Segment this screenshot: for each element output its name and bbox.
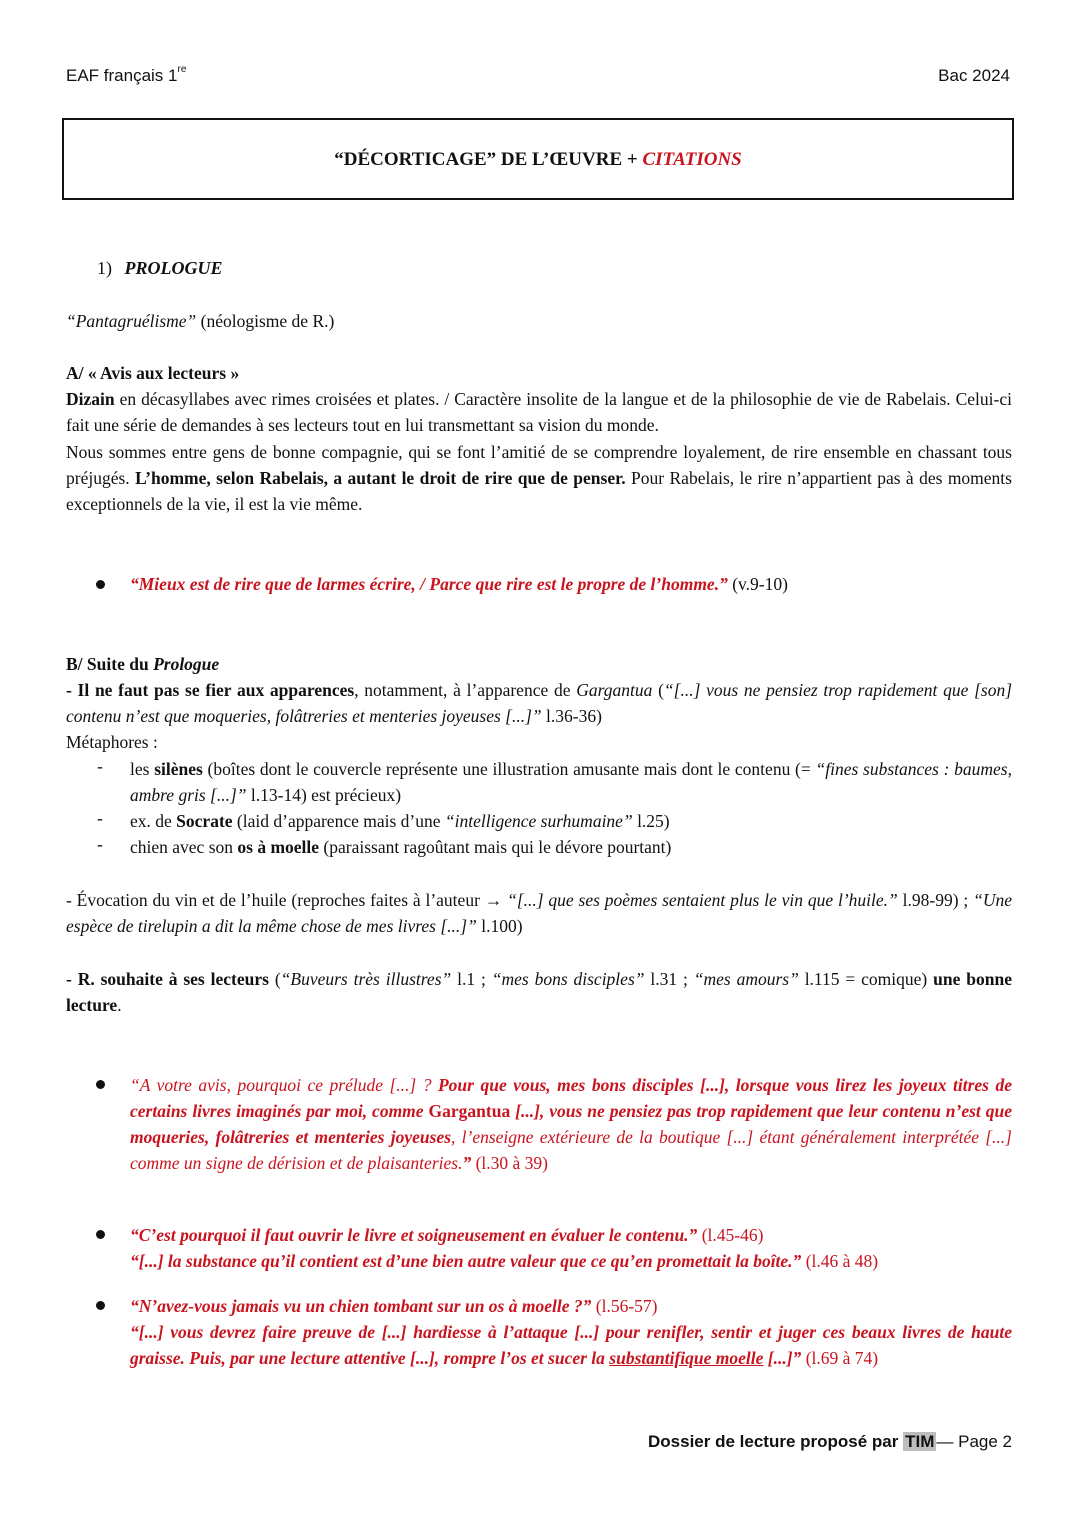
m2-bold: Socrate <box>176 811 233 831</box>
q1-bold-b: [...], vous ne pensiez pas trop rapidement que leur contenu n’est que moqueries, folâtreries et menteries joyeuses <box>130 1101 1012 1147</box>
title-accent: CITATIONS <box>642 149 742 170</box>
m2-b: (laid d’apparence mais d’une <box>232 811 445 831</box>
quote-block-1 <box>130 1072 1012 1176</box>
part-a-heading: A/ « Avis aux lecteurs » <box>66 363 240 383</box>
metaphor-chien <box>130 834 671 860</box>
p3-e: . <box>117 995 122 1015</box>
dizain-term: Dizain <box>66 389 115 409</box>
q3-ref1: (l.56-57) <box>591 1296 658 1316</box>
p2-q1: “[...] que ses poèmes sentaient plus le vin que l’huile.” <box>507 890 898 910</box>
q1-bold-a: Pour que vous, mes bons disciples [...], lorsque vous lirez les joyeux titres de certains livres imaginés par moi, comme <box>130 1075 1012 1121</box>
m3-a: chien avec son <box>130 837 238 857</box>
quote-block-2-line-2 <box>130 1248 878 1274</box>
m2-quote: “intelligence surhumaine” <box>444 811 633 831</box>
part-a-paragraph-1 <box>66 386 1012 438</box>
p3-b: l.1 ; <box>451 969 492 989</box>
course-label: EAF français 1 <box>66 66 178 85</box>
section-heading <box>97 255 223 281</box>
quote-ref: (v.9-10) <box>727 574 788 594</box>
apparences-claim: - Il ne faut pas se fier aux apparences <box>66 680 355 700</box>
part-b-paragraph-3 <box>66 966 1012 1018</box>
q3-underlined: substantifique moelle <box>609 1348 764 1368</box>
q3-line1: “N’avez-vous jamais vu un chien tombant sur un os à moelle ?” <box>130 1296 592 1316</box>
course-label-sup: re <box>177 64 187 75</box>
m2-a: ex. de <box>130 811 177 831</box>
quote-text: “Mieux est de rire que de larmes écrire, / Parce que rire est le propre de l’homme.” <box>130 574 728 594</box>
pantagruelisme-line <box>66 308 334 334</box>
quote-block-3-line-1 <box>130 1293 657 1319</box>
p3-a: ( <box>268 969 281 989</box>
part-a-p2-start: Nous sommes entre gens de bonne compagnie, qui se font l’amitié de se comprendre loyalement, de rire ensemble en chassant tous préjugés. <box>66 442 1012 488</box>
title-box <box>62 118 1014 200</box>
m1-bold: silènes <box>154 759 203 779</box>
p1-text-b: ( <box>652 680 664 700</box>
quote-block-3-line-2 <box>130 1319 1012 1371</box>
q2-ref2: (l.46 à 48) <box>801 1251 879 1271</box>
part-b-paragraph-1 <box>66 677 1012 729</box>
metaphores-label: Métaphores : <box>66 732 158 752</box>
section-title: PROLOGUE <box>124 258 223 278</box>
p2-a: - Évocation du vin et de l’huile (reproches faites à l’auteur → <box>66 890 508 910</box>
page-title <box>64 149 1012 171</box>
dash-marker: - <box>97 808 103 828</box>
p3-q2: “mes bons disciples” <box>491 969 645 989</box>
book-title: Gargantua <box>576 680 653 700</box>
q3-ref2: (l.69 à 74) <box>801 1348 879 1368</box>
p1-ref: l.36-36) <box>541 706 602 726</box>
q2-line1: “C’est pourquoi il faut ouvrir le livre et soigneusement en évaluer le contenu.” <box>130 1225 698 1245</box>
p2-b: l.98-99) ; <box>897 890 974 910</box>
part-a-p1-text: en décasyllabes avec rimes croisées et plates. / Caractère insolite de la langue et de la philosophie de vie de Rabelais. Celui-ci fait une série de demandes à ses lecteurs tout en lui transmettant sa vision du monde. <box>66 389 1012 435</box>
bullet-point <box>96 1230 105 1239</box>
dash-marker: - <box>97 834 103 854</box>
p3-c: l.31 ; <box>644 969 694 989</box>
m1-c: l.13-14) est précieux) <box>246 785 402 805</box>
p3-q1: “Buveurs très illustres” <box>280 969 452 989</box>
q1-ref: (l.30 à 39) <box>471 1153 548 1173</box>
p3-d: l.115 = comique) <box>798 969 934 989</box>
p2-q2: “Une espèce de tirelupin a dit la même chose de mes livres [...]” <box>66 890 1012 936</box>
q1-bold-title: Gargantua <box>428 1101 511 1121</box>
q3-line2-a: “[...] vous devrez faire preuve de [...] hardiesse à l’attaque [...] pour renifler, sentir et juger ces beaux livres de haute graisse. Puis, par une lecture attentive [...], rompre l’os et sucer la <box>130 1322 1012 1368</box>
m1-quote: “fines substances : baumes, ambre gris [...]” <box>130 759 1012 805</box>
m1-b: (boîtes dont le couvercle représente une illustration amusante mais dont le contenu (= <box>202 759 816 779</box>
part-a-p2-bold: L’homme, selon Rabelais, a autant le droit de rire que de penser. <box>135 468 626 488</box>
p2-c: l.100) <box>476 916 523 936</box>
footer-page: — Page 2 <box>936 1432 1012 1451</box>
dash-marker: - <box>97 756 103 776</box>
title-main: “DÉCORTICAGE” DE L’ŒUVRE + <box>334 149 643 170</box>
m3-b: (paraissant ragoûtant mais qui le dévore pourtant) <box>319 837 672 857</box>
footer <box>648 1432 1012 1452</box>
part-b-heading-b: Prologue <box>153 654 220 674</box>
q2-ref1: (l.45-46) <box>697 1225 764 1245</box>
footer-author: TIM <box>905 1432 935 1451</box>
part-b-heading-a: B/ Suite du <box>66 654 154 674</box>
footer-prefix: Dossier de lecture proposé par <box>648 1432 904 1451</box>
p1-quote: “[...] vous ne pensiez trop rapidement que [son] contenu n’est que moqueries, folâtreries et menteries joyeuses [...]” <box>66 680 1012 726</box>
quote-block-2-line-1 <box>130 1222 763 1248</box>
bullet-point <box>96 1080 105 1089</box>
q1-b: , l’enseigne extérieure de la boutique [...] étant généralement interprétée [...] comme un signe de dérision et de plaisanteries. <box>130 1127 1012 1173</box>
pantagruelisme-note: (néologisme de R.) <box>196 311 335 331</box>
part-b-heading <box>66 651 219 677</box>
p3-bold1: - R. souhaite à ses lecteurs <box>66 969 269 989</box>
metaphor-socrate <box>130 808 670 834</box>
m1-a: les <box>130 759 155 779</box>
metaphor-silenes <box>130 756 1012 808</box>
part-b-paragraph-2 <box>66 887 1012 939</box>
m3-bold: os à moelle <box>237 837 320 857</box>
header-right: Bac 2024 <box>938 66 1010 85</box>
p3-bold2: une bonne lecture <box>66 969 1012 1015</box>
m2-c: l.25) <box>632 811 670 831</box>
part-a-quote <box>130 571 788 597</box>
pantagruelisme-term: “Pantagruélisme” <box>66 311 197 331</box>
q2-line2: “[...] la substance qu’il contient est d’une bien autre valeur que ce qu’en promettait la boîte.” <box>130 1251 802 1271</box>
part-a-paragraph-2 <box>66 439 1012 517</box>
p1-text-a: , notamment, à l’apparence de <box>354 680 577 700</box>
part-a-p2-end: Pour Rabelais, le rire n’appartient pas à des moments exceptionnels de la vie, il est la vie même. <box>66 468 1012 514</box>
q1-close: ” <box>462 1153 472 1173</box>
q1-a: “A votre avis, pourquoi ce prélude [...] ? <box>130 1075 438 1095</box>
bullet-point <box>96 1301 105 1310</box>
header-left <box>66 66 186 86</box>
p3-q3: “mes amours” <box>693 969 799 989</box>
q3-line2-b: [...]” <box>763 1348 802 1368</box>
bullet-point <box>96 580 105 589</box>
section-number: 1) <box>97 258 112 278</box>
